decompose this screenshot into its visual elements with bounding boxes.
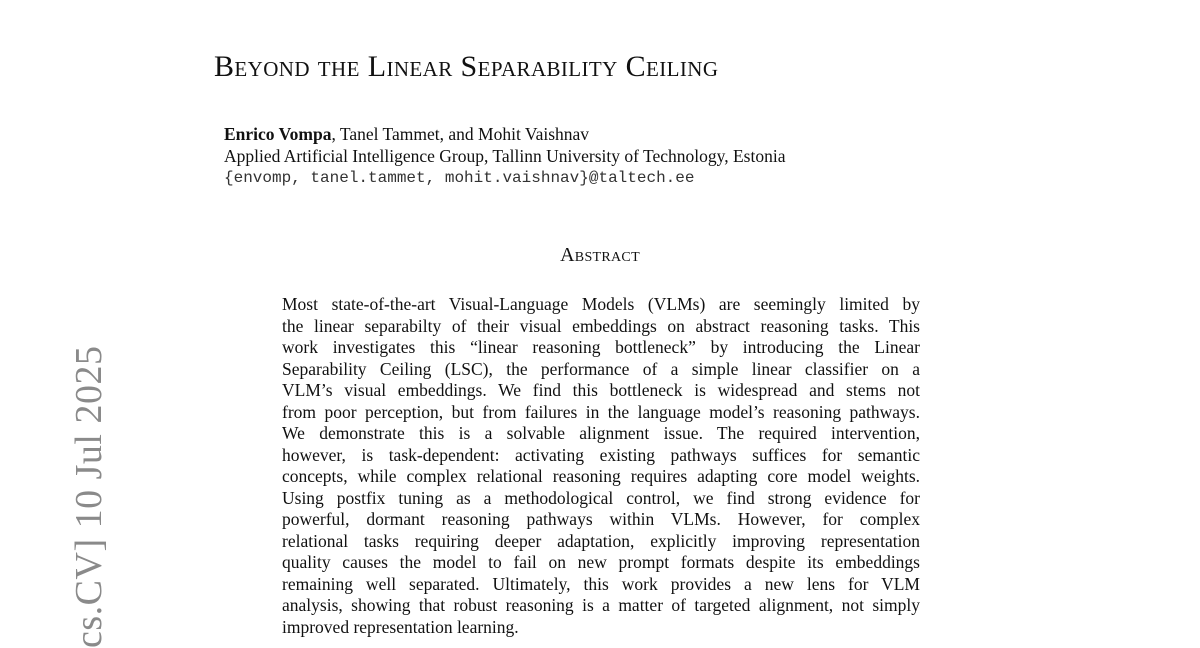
abstract-line: remaining well separated. Ultimately, this work provides a new lens for VLM bbox=[282, 573, 920, 594]
abstract-line: from poor perception, but from failures in the language model’s reasoning pathways. bbox=[282, 401, 920, 422]
abstract-line: relational tasks requiring deeper adaptation, explicitly improving representation bbox=[282, 530, 920, 551]
author-block bbox=[224, 123, 785, 189]
abstract-line: quality causes the model to fail on new prompt formats despite its embeddings bbox=[282, 552, 920, 572]
abstract-line: Using postfix tuning as a methodological control, we find strong evidence for bbox=[282, 487, 920, 508]
author-emails: {envomp, tanel.tammet, mohit.vaishnav}@taltech.ee bbox=[224, 169, 695, 187]
abstract-line: however, is task-dependent: activating existing pathways suffices for semantic bbox=[282, 444, 920, 465]
affiliation: Applied Artificial Intelligence Group, Tallinn University of Technology, Estonia bbox=[224, 146, 786, 166]
abstract-line: improved representation learning. bbox=[282, 616, 519, 637]
abstract-line: analysis, showing that robust reasoning is a matter of targeted alignment, not simply bbox=[282, 595, 920, 615]
abstract-line: VLM’s visual embeddings. We find this bottleneck is widespread and stems not bbox=[282, 380, 920, 400]
abstract-line: the linear separabilty of their visual embeddings on abstract reasoning tasks. This bbox=[282, 315, 920, 336]
abstract-heading: Abstract bbox=[560, 244, 640, 266]
abstract-body bbox=[282, 294, 920, 638]
abstract-line: We demonstrate this is a solvable alignment issue. The required intervention, bbox=[282, 423, 920, 443]
lead-author: Enrico Vompa bbox=[224, 124, 332, 144]
abstract-line: Most state-of-the-art Visual-Language Models (VLMs) are seemingly limited by bbox=[282, 294, 920, 314]
author-names bbox=[224, 123, 785, 145]
co-authors: , Tanel Tammet, and Mohit Vaishnav bbox=[331, 124, 590, 144]
arxiv-sidebar-stamp: cs.CV] 10 Jul 2025 bbox=[68, 345, 110, 648]
abstract-line: powerful, dormant reasoning pathways within VLMs. However, for complex bbox=[282, 509, 920, 529]
abstract-line: Separability Ceiling (LSC), the performance of a simple linear classifier on a bbox=[282, 358, 920, 379]
abstract-line: work investigates this “linear reasoning bottleneck” by introducing the Linear bbox=[282, 337, 920, 357]
paper-title: Beyond the Linear Separability Ceiling bbox=[214, 50, 719, 83]
abstract-line: concepts, while complex relational reasoning requires adapting core model weights. bbox=[282, 466, 920, 486]
